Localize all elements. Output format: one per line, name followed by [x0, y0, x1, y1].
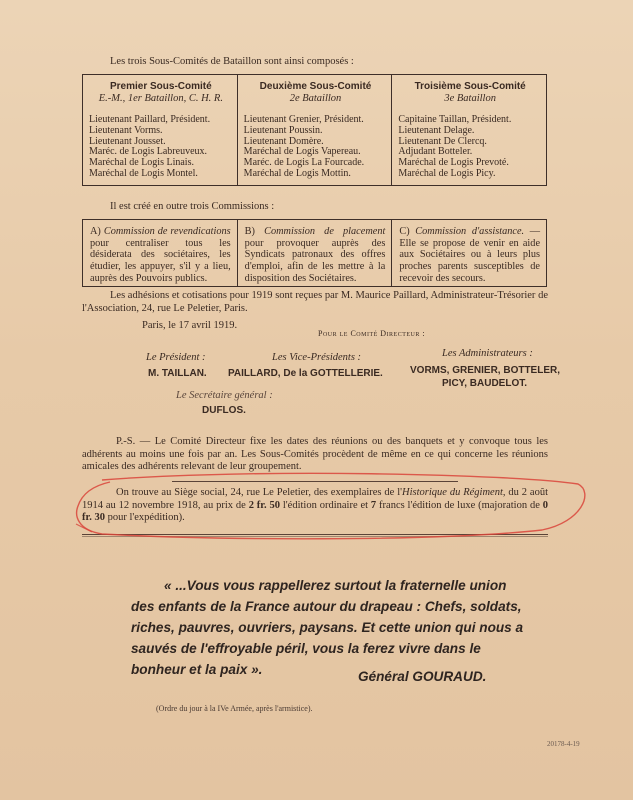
sous-comite-title: Troisième Sous-Comité — [414, 81, 526, 92]
commission-text: pour provoquer auprès des Syndicats patronaux des offres d'emploi, afin de les mettre à la disposition des Sociétaires. — [244, 237, 386, 284]
commission-prefix: C) — [399, 226, 416, 237]
price-luxe: 7 — [370, 499, 377, 511]
sous-comite-1 — [83, 75, 237, 185]
quote-line-5: bonheur et la paix ». — [131, 662, 263, 677]
member-list — [398, 115, 542, 180]
commission-assistance — [391, 220, 546, 286]
member: Adjudant Botteler. — [398, 146, 473, 158]
president-name: M. TAILLAN. — [148, 368, 207, 379]
intro-sous-comites: Les trois Sous-Comités de Bataillon sont ainsi composés : — [110, 56, 354, 67]
secretary-name: DUFLOS. — [202, 405, 246, 416]
date-line: Paris, le 17 avril 1919. — [142, 320, 238, 331]
commission-text: pour centraliser tous les désiderata des sociétaires, les étudier, les appuyer, s'il y a lieu, auprès des Pouvoirs publics. — [90, 237, 231, 284]
historique-text: l'édition ordinaire et — [280, 499, 371, 511]
quote-line-3: riches, pauvres, ouvriers, paysans. Et cette union qui nous a — [131, 620, 524, 635]
member: Capitaine Taillan, Président. — [398, 114, 512, 125]
sous-comite-3 — [391, 75, 546, 185]
member: Lieutenant Delage. — [398, 124, 475, 136]
historique-title: Historique du Régiment — [402, 487, 503, 498]
commission-prefix: B) — [244, 226, 265, 237]
sous-comite-subtitle: 3e Bataillon — [444, 93, 496, 104]
quote-line-2: des enfants de la France autour du drapeau : Chefs, soldats, — [131, 599, 522, 614]
commission-title: Commission de revendications — [103, 226, 231, 237]
member: Maréchal de Logis Picy. — [398, 167, 496, 179]
member: Lieutenant Grenier, Président. — [243, 114, 364, 125]
historique-text: francs l'édition de luxe (majoration de — [376, 499, 543, 511]
member: Maréchal de Logis Linais. — [89, 157, 194, 169]
member: Lieutenant De Clercq. — [398, 135, 487, 147]
commission-title: Commission d'assistance. — [415, 226, 525, 237]
sous-comite-subtitle: 2e Bataillon — [289, 93, 342, 104]
sous-comite-2 — [237, 75, 392, 185]
member: Lieutenant Jousset. — [89, 135, 166, 147]
member: Maréc. de Logis La Fourcade. — [243, 157, 365, 169]
member: Maréchal de Logis Vapereau. — [243, 146, 361, 158]
commission-placement — [237, 220, 392, 286]
president-role: Le Président : — [146, 352, 206, 363]
price-shipping: 0 fr. 30 — [82, 499, 548, 523]
pour-comite: Pour le Comité Directeur : — [318, 329, 426, 338]
member: Maréchal de Logis Montel. — [89, 167, 198, 179]
member: Maréchal de Logis Mottin. — [243, 167, 351, 179]
vp-name: PAILLARD, De la GOTTELLERIE. — [228, 368, 383, 379]
quote-line-1: « ...Vous vous rappellerez surtout la fraternelle union — [164, 578, 507, 593]
member-list — [89, 115, 233, 180]
print-code: 20178-4-19 — [547, 740, 580, 748]
bottom-rule-double — [82, 536, 548, 537]
member: Lieutenant Poussin. — [243, 124, 323, 136]
member: Maréc. de Logis Labreuveux. — [89, 146, 208, 158]
vp-role: Les Vice-Présidents : — [272, 352, 362, 363]
member: Lieutenant Vorms. — [89, 124, 163, 136]
sous-comite-title: Deuxième Sous-Comité — [259, 81, 372, 92]
commission-revendications — [83, 220, 237, 286]
commission-prefix: A) — [90, 226, 104, 237]
secretary-role: Le Secrétaire général : — [176, 390, 273, 401]
member: Lieutenant Domère. — [243, 135, 324, 147]
ordre-note: (Ordre du jour à la IVe Armée, après l'armistice). — [156, 704, 313, 713]
historique-paragraph — [82, 487, 548, 525]
admin-role: Les Administrateurs : — [442, 348, 533, 359]
commissions-table — [82, 219, 547, 287]
admin-names-2: PICY, BAUDELOT. — [442, 378, 528, 389]
sous-comite-title: Premier Sous-Comité — [109, 81, 212, 92]
historique-text: On trouve au Siège social, 24, rue Le Peletier, des exemplaires de l' — [116, 487, 403, 498]
historique-text: pour l'expédition). — [104, 512, 185, 523]
sous-comites-table — [82, 74, 547, 186]
member-list — [244, 115, 388, 180]
bottom-rule — [82, 534, 548, 535]
quote-line-4: sauvés de l'effroyable péril, vous la ferez vivre dans le — [131, 641, 481, 656]
price-ordinary: 2 fr. 50 — [248, 499, 280, 511]
separator-rule — [172, 481, 458, 482]
admin-names-1: VORMS, GRENIER, BOTTELER, — [410, 365, 561, 376]
adhesions-paragraph: Les adhésions et cotisations pour 1919 sont reçues par M. Maurice Paillard, Administrateur-Trésorier de l'Association, 24, rue Le Peletier, Paris. — [82, 290, 548, 314]
sous-comite-subtitle: E.-M., 1er Bataillon, C. H. R. — [98, 93, 223, 104]
commission-text: — Elle se propose de venir en aide aux Sociétaires ou à leurs plus proches parents susceptibles de recevoir des secours. — [399, 226, 541, 284]
historique-text: , du 2 août 1914 au 12 novembre 1918, au prix de — [82, 487, 548, 511]
quote-author: Général GOURAUD. — [358, 669, 487, 684]
intro-commissions: Il est créé en outre trois Commissions : — [110, 201, 275, 212]
member: Lieutenant Paillard, Président. — [89, 114, 211, 125]
ps-paragraph: P.-S. — Le Comité Directeur fixe les dates des réunions ou des banquets et y convoque tous les adhérents au moins une fois par an. Les Sous-Comités procèdent de même en ce qui concerne les réunions amicales des adhérents relevant de leur groupement. — [82, 436, 548, 472]
commission-title: Commission de placement — [264, 226, 386, 237]
member: Maréchal de Logis Prevoté. — [398, 157, 509, 169]
